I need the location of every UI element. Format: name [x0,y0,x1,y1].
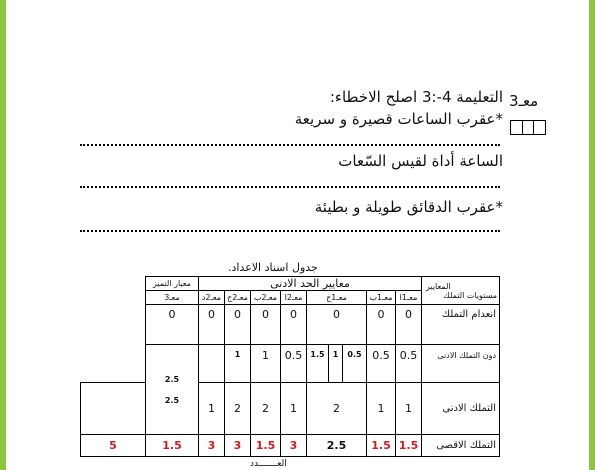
score-boxes [510,120,546,135]
cell: 0.5 [367,345,396,383]
row-label: التملك الادنى [422,383,500,435]
answer-line-3[interactable] [80,230,500,232]
answer-line-2[interactable] [80,186,500,188]
statement-1: *عقرب الساعات قصيرة و سريعة [294,110,503,128]
cell: 1 [367,383,396,435]
col-header: معـ2د [198,291,224,305]
excellence-cell: 2.5 2.5 [145,345,198,435]
cell: 0 [307,305,367,345]
cell: 1.5 [367,435,396,457]
left-border [0,0,6,470]
cell: 0 [145,305,198,345]
col-header: معـ1ا [396,291,422,305]
col-header: معـ1ج [307,291,367,305]
cell: 1 [225,345,251,383]
cell: 0 [367,305,396,345]
cell: 0 [251,305,281,345]
cell: 3 [225,435,251,457]
cell: 5 [81,435,146,457]
cell: 1 [251,345,281,383]
row-label: دون التملك الادنى [422,345,500,383]
statement-2: الساعة أداة لقيس السّعات [338,152,503,170]
cell: 0.5 [343,345,367,383]
grading-table [80,276,500,457]
min-criteria-header: معايير الحد الادنى [198,277,421,291]
cell [198,345,224,383]
cell: 0 [396,305,422,345]
cell: 2 [225,383,251,435]
col-header: معـ2ج [225,291,251,305]
cell: 1.5 [307,345,329,383]
cell: 3 [198,435,224,457]
corner-cell: المعايير مستويات التملك [422,277,500,305]
cell: 0 [281,305,307,345]
cell: 2 [251,383,281,435]
cell [81,383,146,435]
cell: 0.5 [396,345,422,383]
statement-3: *عقرب الدقائق طويلة و بطيئة [314,198,503,216]
cell: 3 [281,435,307,457]
cell: 1.5 [251,435,281,457]
excellence-header: معيار التميز [145,277,198,291]
col-header: معـ1ب [367,291,396,305]
cell: 0 [198,305,224,345]
cell: 1 [396,383,422,435]
table-caption: جدول اسناد الاعداد. [228,261,318,274]
cell: 2.5 [307,435,367,457]
criterion-code: معـ3 [509,92,539,110]
cell: 1 [198,383,224,435]
answer-line-1[interactable] [80,144,500,146]
col-header: معـ2ب [251,291,281,305]
instruction: التعليمة 4-:3 اصلح الاخطاء: [329,88,503,106]
table-footer: العـــــــدد [250,459,287,469]
cell: 1 [281,383,307,435]
cell: 1.5 [145,435,198,457]
cell: 2 [307,383,367,435]
cell: 0.5 [281,345,307,383]
row-label: انعدام التملك [422,305,500,345]
col-header: معـ2ا [281,291,307,305]
cell: 0 [225,305,251,345]
row-label: التملك الاقصى [422,435,500,457]
cell: 1.5 [396,435,422,457]
cell: 1 [329,345,343,383]
col-header: معـ3 [145,291,198,305]
right-border [589,0,595,470]
